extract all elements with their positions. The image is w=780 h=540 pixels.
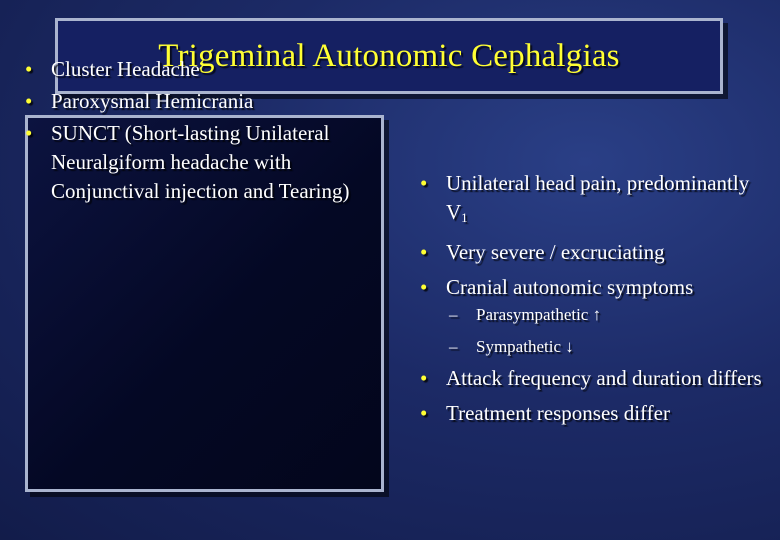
list-item-text: Very severe / excruciating [446,240,665,264]
list-item [420,364,766,393]
list-item [420,273,766,302]
bullet-icon: • [420,171,428,195]
list-item [25,87,351,116]
bullet-icon: • [420,275,428,299]
list-item-text: SUNCT (Short-lasting Unilateral Neuralgiform headache with Conjunctival injection and Tearing) [51,121,350,203]
bullet-icon: • [25,89,33,113]
sub-list-item-text: Sympathetic ↓ [476,337,574,356]
list-item [420,238,766,267]
sub-list-item-text: Parasympathetic ↑ [476,305,602,324]
list-item [420,169,766,232]
right-bullet-list [420,169,766,308]
subscript-text: 1 [461,210,468,225]
list-item-text: Paroxysmal Hemicrania [51,89,254,113]
bullet-icon: • [420,366,428,390]
dash-icon: – [449,305,458,324]
slide-title: Trigeminal Autonomic Cephalgias [158,37,620,74]
bullet-icon: • [420,240,428,264]
list-item [25,119,351,206]
list-item-text: Attack frequency and duration differs [446,366,762,390]
sub-list-item [449,302,736,327]
list-item-text: Cluster Headache [51,57,200,81]
bullet-icon: • [25,121,33,145]
list-item [25,55,351,84]
sub-bullet-list [449,302,736,366]
bullet-icon: • [25,57,33,81]
list-item-text: Unilateral head pain, predominantly V [446,171,750,224]
right-bullet-list-2 [420,364,766,434]
bullet-icon: • [420,401,428,425]
left-bullet-list [25,55,351,209]
dash-icon: – [449,337,458,356]
list-item-text: Treatment responses differ [446,401,670,425]
list-item [420,399,766,428]
list-item-text: Cranial autonomic symptoms [446,275,694,299]
sub-list-item [449,334,736,359]
